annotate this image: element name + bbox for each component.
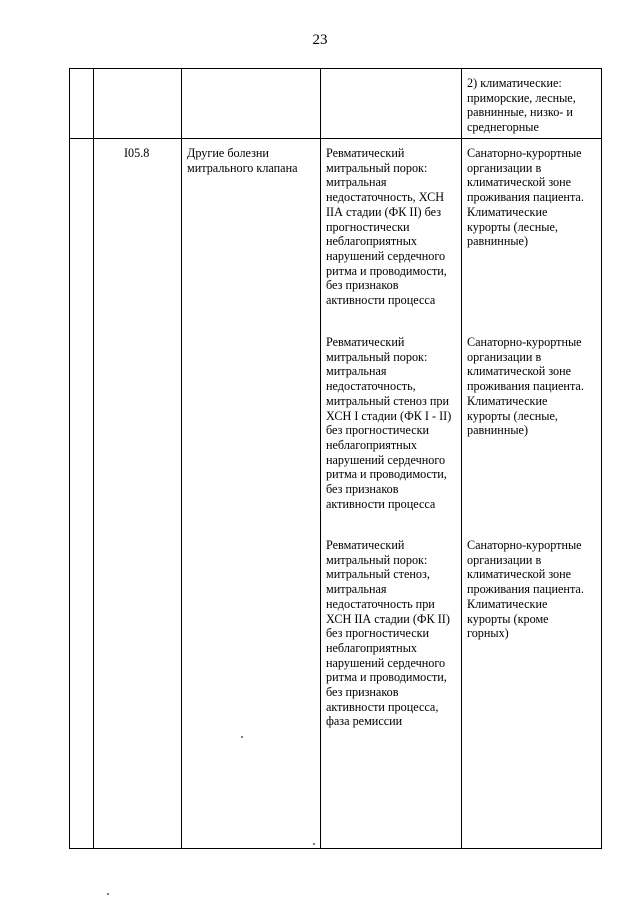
column-divider-3 (320, 68, 321, 849)
condition-text-2: Ревматический митральный порок: митральная недостаточность, митральный стеноз при ХСН I стадии (ФК I - II) без прогностически неблагоприятных нарушений сердечного ритма и проводимости, без признаков активности процесса (326, 335, 452, 511)
page-number: 23 (312, 32, 328, 48)
table-right-border (601, 68, 602, 849)
column-divider-4 (461, 68, 462, 849)
disease-name: Другие болезни митрального клапана (187, 146, 298, 175)
resort-text-2: Санаторно-курортные организации в климатической зоне проживания пациента. Климатические курорты (лесные, равнинные) (467, 335, 584, 438)
table-top-border (69, 68, 602, 69)
column-divider-1 (93, 68, 94, 849)
table-row-divider (69, 138, 602, 139)
scan-speck (107, 893, 109, 895)
table-bottom-border (69, 848, 602, 849)
diagnosis-code: I05.8 (124, 146, 150, 160)
scan-speck (313, 843, 315, 845)
table-left-border (69, 68, 70, 849)
condition-text-1: Ревматический митральный порок: митральная недостаточность, ХСН IIА стадии (ФК II) без прогностически неблагоприятных нарушений сердечного ритма и проводимости, без признаков активности процесса (326, 146, 447, 308)
scan-speck (241, 736, 243, 738)
top-row-resort-text: 2) климатические: приморские, лесные, равнинные, низко- и среднегорные (467, 76, 576, 135)
resort-text-1: Санаторно-курортные организации в климатической зоне проживания пациента. Климатические курорты (лесные, равнинные) (467, 146, 584, 249)
condition-text-3: Ревматический митральный порок: митральный стеноз, митральная недостаточность при ХСН IIА стадии (ФК II) без прогностически неблагоприятных нарушений сердечного ритма и проводимости, без признаков активности процесса, фаза ремиссии (326, 538, 450, 729)
resort-text-3: Санаторно-курортные организации в климатической зоне проживания пациента. Климатические курорты (кроме горных) (467, 538, 584, 641)
column-divider-2 (181, 68, 182, 849)
